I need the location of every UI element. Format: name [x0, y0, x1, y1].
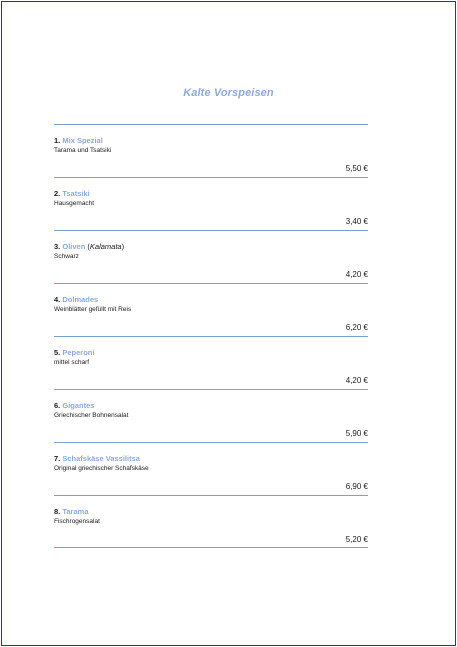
item-description: Original griechischer Schafskäse — [54, 465, 149, 472]
item-name: Schafskäse Vassilitsa — [62, 454, 140, 463]
item-name: Tsatsiki — [62, 189, 90, 198]
item-name: Tarama — [62, 507, 89, 516]
item-name-line — [54, 189, 90, 199]
item-name-line — [54, 507, 89, 517]
menu-item — [54, 283, 368, 336]
menu-title: Kalte Vorspeisen — [183, 87, 274, 99]
item-name: Mix Spezial — [62, 136, 103, 145]
item-price: 5,50 € — [345, 164, 368, 173]
menu-item — [54, 442, 368, 495]
item-price: 4,20 € — [345, 376, 368, 385]
item-number: 2. — [54, 189, 61, 198]
menu-item — [54, 230, 368, 283]
menu-item — [54, 177, 368, 230]
item-number: 6. — [54, 401, 61, 410]
item-extra-close: ) — [121, 242, 125, 251]
item-number: 8. — [54, 507, 61, 516]
item-price: 4,20 € — [345, 270, 368, 279]
item-number: 4. — [54, 295, 61, 304]
item-name-line — [54, 454, 140, 464]
menu-item — [54, 336, 368, 389]
menu-item — [54, 124, 368, 177]
item-name-line — [54, 295, 98, 305]
menu-item — [54, 495, 368, 548]
item-number: 5. — [54, 348, 61, 357]
item-name-line — [54, 401, 94, 411]
item-price: 5,20 € — [345, 535, 368, 544]
menu-list — [54, 124, 368, 548]
item-description: Schwarz — [54, 253, 79, 260]
item-description: mittel scharf — [54, 359, 90, 366]
menu-item — [54, 389, 368, 442]
item-name: Dolmades — [62, 295, 99, 304]
item-description: Weinblätter gefüllt mit Reis — [54, 306, 132, 313]
item-name-line — [54, 348, 94, 358]
item-extra-variety: Kalamata — [89, 242, 122, 251]
item-name: Peperoni — [62, 348, 95, 357]
item-description: Hausgemacht — [54, 200, 95, 207]
item-name-line — [54, 242, 124, 252]
item-description: Tarama und Tsatsiki — [54, 147, 112, 154]
item-price: 5,90 € — [345, 429, 368, 438]
item-name: Gigantes — [62, 401, 95, 410]
item-price: 6,20 € — [345, 323, 368, 332]
item-extra-open: ( — [85, 242, 90, 251]
item-number: 1. — [54, 136, 61, 145]
item-price: 6,90 € — [345, 482, 368, 491]
item-description: Fischrogensalat — [54, 518, 100, 525]
item-number: 7. — [54, 454, 61, 463]
item-description: Griechischer Bohnensalat — [54, 412, 129, 419]
item-price: 3,40 € — [345, 217, 368, 226]
item-name: Oliven — [62, 242, 86, 251]
item-number: 3. — [54, 242, 61, 251]
item-name-line — [54, 136, 103, 146]
